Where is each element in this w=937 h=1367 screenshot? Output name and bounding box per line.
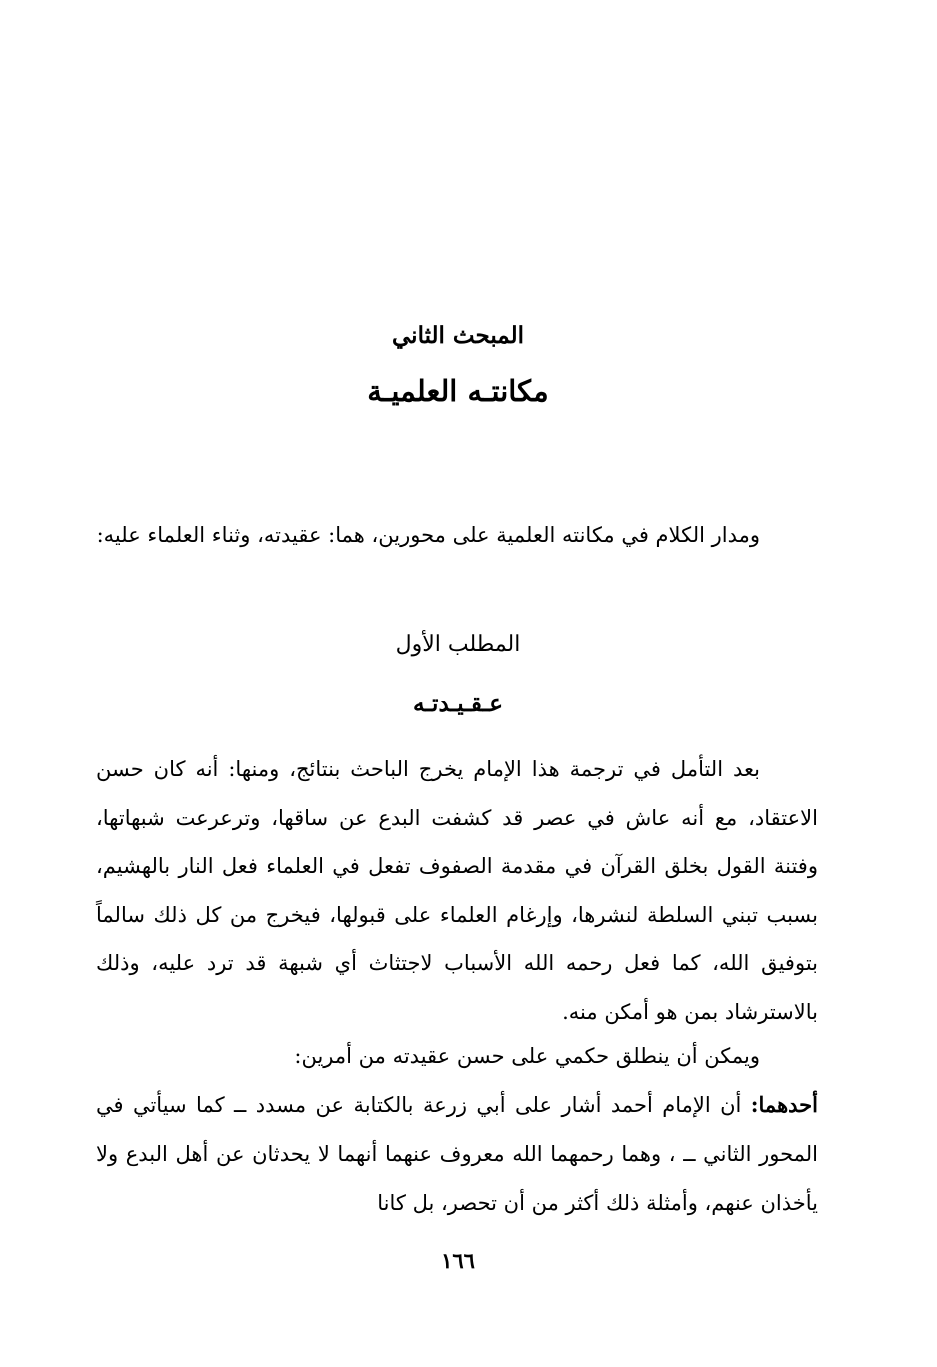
- body-paragraph-2: ويمكن أن ينطلق حكمي على حسن عقيدته من أمرين:: [294, 1044, 760, 1068]
- section-title: مكانتـه العلميـة: [367, 374, 549, 408]
- body-paragraph-1: بعد التأمل في ترجمة هذا الإمام يخرج الباحث بنتائج، ومنها: أنه كان حسن الاعتقاد، مع أنه عاش في عصر قد كشفت البدع عن ساقها، وترعرعت شبهاتها، وفتنة القول بخلق القرآن في مقدمة الصفوف تفعل في العلماء فعل النار بالهشيم، بسبب تبني السلطة لنشرها، وإرغام العلماء على قبولها، فيخرج من كل ذلك سالماً بتوفيق الله، كما فعل رحمه الله الأسباب لاجتثاث أي شبهة قد ترد عليه، وذلك بالاسترشاد بمن هو أمكن منه.: [96, 757, 818, 1024]
- subsection-title: عـقـيـدتـه: [412, 690, 504, 717]
- subsection-label: المطلب الأول: [395, 632, 521, 657]
- body-paragraph-3: [96, 1080, 818, 1228]
- intro-paragraph: ومدار الكلام في مكانته العلمية على محورين، هما: عقيدته، وثناء العلماء عليه:: [96, 523, 760, 547]
- paragraph-body-text: أن الإمام أحمد أشار على أبي زرعة بالكتابة عن مسدد ــ كما سيأتي في المحور الثاني ــ ، وهما رحمهما الله معروف عنهما أنهما لا يحدثان عن أهل البدع ولا يأخذان عنهم، وأمثلة ذلك أكثر من أن تحصر، بل كانا: [96, 1093, 818, 1215]
- paragraph-lead-word: أحدهما:: [750, 1092, 818, 1117]
- page-number: ١٦٦: [441, 1248, 475, 1273]
- section-label: المبحث الثاني: [392, 322, 524, 349]
